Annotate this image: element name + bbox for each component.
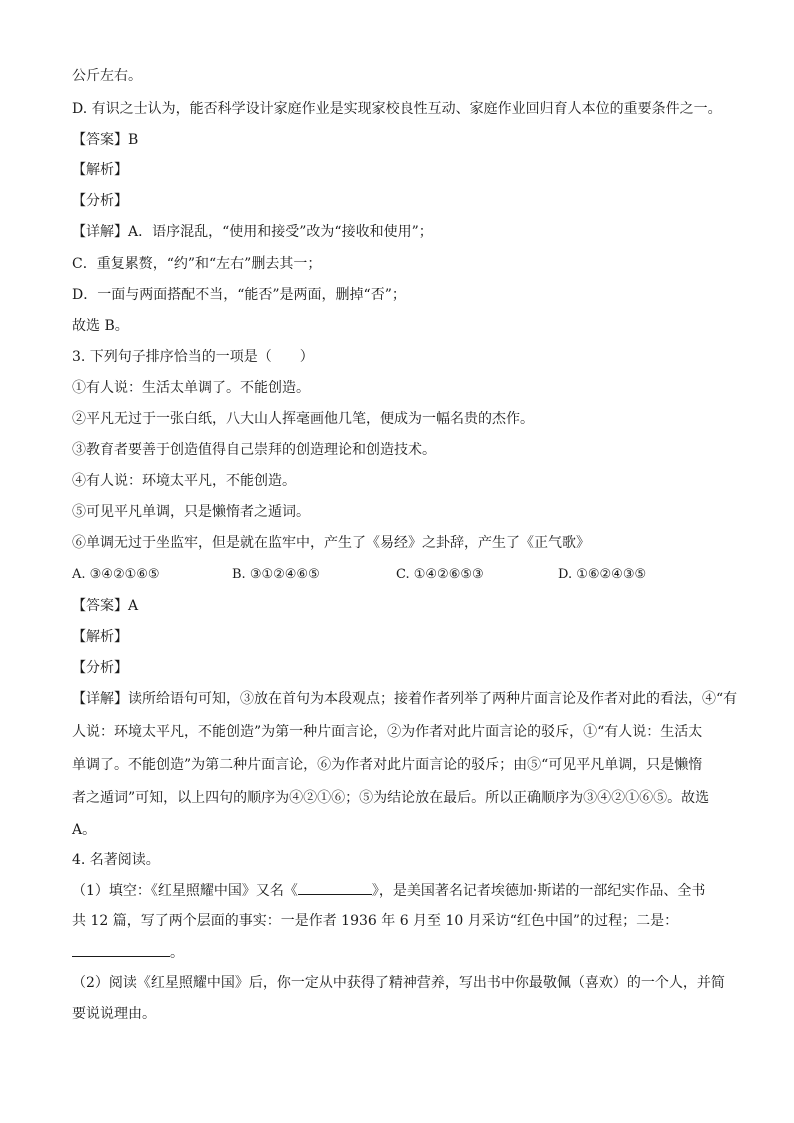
answer-blank[interactable] [72, 942, 170, 957]
sentence-3: ③教育者要善于创造值得自己崇拜的创造理论和创造技术。 [72, 442, 436, 458]
sentence-6: ⑥单调无过于坐监牢，但是就在监牢中，产生了《易经》之卦辞，产生了《正气歌》 [72, 535, 590, 551]
question-4-title: 4. 名著阅读。 [72, 852, 160, 868]
line-end: 。 [170, 945, 184, 961]
sentence-5: ⑤可见平凡单调，只是懒惰者之遁词。 [72, 504, 310, 520]
question-4-part-2: （2）阅读《红星照耀中国》后，你一定从中获得了精神营养，写出书中你最敬佩（喜欢）的一个人，并简 [72, 975, 725, 991]
question-4-part-1-cont: 共 12 篇，写了两个层面的事实：一是作者 1936 年 6 月至 10 月采访“红色中国”的过程；二是： [72, 913, 679, 929]
explanation-line: 【详解】A．语序混乱，“使用和接受”改为“接收和使用”； [72, 224, 433, 240]
sentence-4: ④有人说：环境太平凡，不能创造。 [72, 473, 296, 489]
option-c: C. ①④②⑥⑤③ [396, 567, 484, 582]
explanation-line: 【详解】读所给语句可知，③放在首句为本段观点；接着作者列举了两种片面言论及作者对此的看法，④“有 [72, 691, 738, 707]
explanation-line: 者之遁词”可知，以上四句的顺序为④②①⑥；⑤为结论放在最后。所以正确顺序为③④②①⑥⑤。故选 [72, 790, 710, 806]
sentence-1: ①有人说：生活太单调了。不能创造。 [72, 380, 310, 396]
analysis-subheading: 【分析】 [72, 193, 128, 209]
option-a: A. ③④②①⑥⑤ [72, 567, 160, 582]
analysis-subheading: 【分析】 [72, 660, 128, 676]
question-3-title: 3. 下列句子排序恰当的一项是（ ） [72, 349, 314, 365]
text-line: 公斤左右。 [72, 68, 142, 84]
answer-line [72, 942, 184, 963]
explanation-line: C．重复累赘，“约”和“左右”删去其一； [72, 256, 322, 272]
option-d: D. ①⑥②④③⑤ [558, 567, 647, 582]
fill-prompt: （1）填空：《红星照耀中国》又名《 [72, 883, 298, 899]
fill-prompt-cont: 》，是美国著名记者埃德加·斯诺的一部纪实作品、全书 [371, 883, 706, 899]
explanation-line: D．一面与两面搭配不当，“能否”是两面，删掉“否”； [72, 287, 406, 303]
conclusion-line: 故选 B。 [72, 318, 129, 334]
question-4-part-2-cont: 要说说理由。 [72, 1006, 156, 1022]
explanation-line: A。 [72, 822, 97, 838]
option-d-statement: D. 有识之士认为，能否科学设计家庭作业是实现家校良性互动、家庭作业回归育人本位的重要条件之一。 [72, 101, 722, 117]
answer-blank[interactable] [298, 880, 372, 895]
explanation-line: 单调了。不能创造”为第二种片面言论，⑥为作者对此片面言论的驳斥；由⑤“可见平凡单调，只是懒惰 [72, 757, 703, 773]
answer-label: 【答案】B [72, 132, 139, 148]
question-4-part-1 [72, 880, 705, 901]
analysis-heading: 【解析】 [72, 629, 128, 645]
option-b: B. ③①②④⑥⑤ [232, 567, 320, 582]
explanation-line: 人说：环境太平凡，不能创造”为第一种片面言论，②为作者对此片面言论的驳斥，①“有人说：生活太 [72, 724, 703, 740]
sentence-2: ②平凡无过于一张白纸，八大山人挥毫画他几笔，便成为一幅名贵的杰作。 [72, 411, 534, 427]
analysis-heading: 【解析】 [72, 162, 128, 178]
answer-label: 【答案】A [72, 598, 139, 614]
